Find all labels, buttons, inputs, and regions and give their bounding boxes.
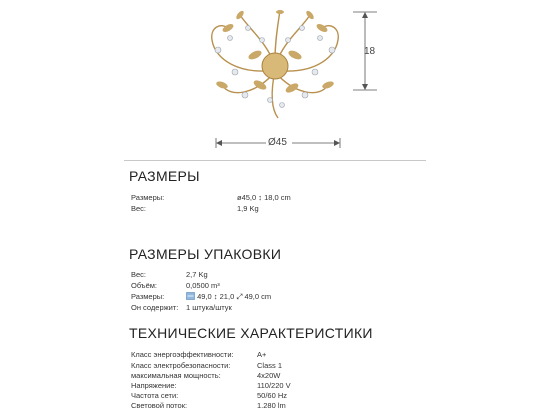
tech-row-value: 1.280 lm <box>257 401 286 410</box>
packaging-volume-value: 0,0500 m³ <box>186 281 220 290</box>
tech-row-label: Напряжение: <box>131 381 177 390</box>
package-height-value: 21,0 <box>219 292 235 301</box>
tech-row-label: Частота сети: <box>131 391 179 400</box>
ceiling-lamp-illustration <box>200 0 350 125</box>
packaging-weight-value: 2,7 Kg <box>186 270 208 279</box>
box-width-icon <box>186 292 195 300</box>
packaging-volume-label: Объём: <box>131 281 157 290</box>
tech-row-value: A+ <box>257 350 267 359</box>
package-depth-value: 49,0 cm <box>244 292 272 301</box>
packaging-size-value <box>186 292 271 302</box>
tech-row-value: 50/60 Hz <box>257 391 288 400</box>
packaging-contains-label: Он содержит: <box>131 303 179 312</box>
tech-row-label: максимальная мощность: <box>131 371 221 380</box>
tech-row-value: 4x20W <box>257 371 281 380</box>
dimensions-weight-value: 1,9 Kg <box>237 204 259 213</box>
dimensions-title: РАЗМЕРЫ <box>129 168 200 184</box>
dimensions-size-value <box>237 193 291 202</box>
height-arrow-icon: ↕ <box>213 292 218 301</box>
dimensions-weight-label: Вес: <box>131 204 147 213</box>
packaging-contains-value: 1 штука/штук <box>186 303 232 312</box>
tech-row-value: Class 1 <box>257 361 283 370</box>
packaging-title: РАЗМЕРЫ УПАКОВКИ <box>129 246 282 262</box>
diameter-label: Ø45 <box>268 137 287 148</box>
height-label: 18 <box>364 46 376 57</box>
tech-row-label: Класс энергоэффективности: <box>131 350 234 359</box>
packaging-size-label: Размеры: <box>131 292 165 301</box>
diameter-value: ø45,0 <box>237 193 257 202</box>
technical-title: ТЕХНИЧЕСКИЕ ХАРАКТЕРИСТИКИ <box>129 325 373 341</box>
tech-row-label: Класс электробезопасности: <box>131 361 231 370</box>
tech-row-label: Световой поток: <box>131 401 188 410</box>
height-arrow-icon: ↕ <box>258 193 263 202</box>
section-divider <box>124 160 426 161</box>
packaging-weight-label: Вес: <box>131 270 147 279</box>
height-value: 18,0 cm <box>264 193 291 202</box>
package-width-value: 49,0 <box>197 292 212 301</box>
tech-row-value: 110/220 V <box>257 381 291 390</box>
dimensions-size-label: Размеры: <box>131 193 165 202</box>
depth-arrow-icon: ⤢ <box>236 292 243 301</box>
